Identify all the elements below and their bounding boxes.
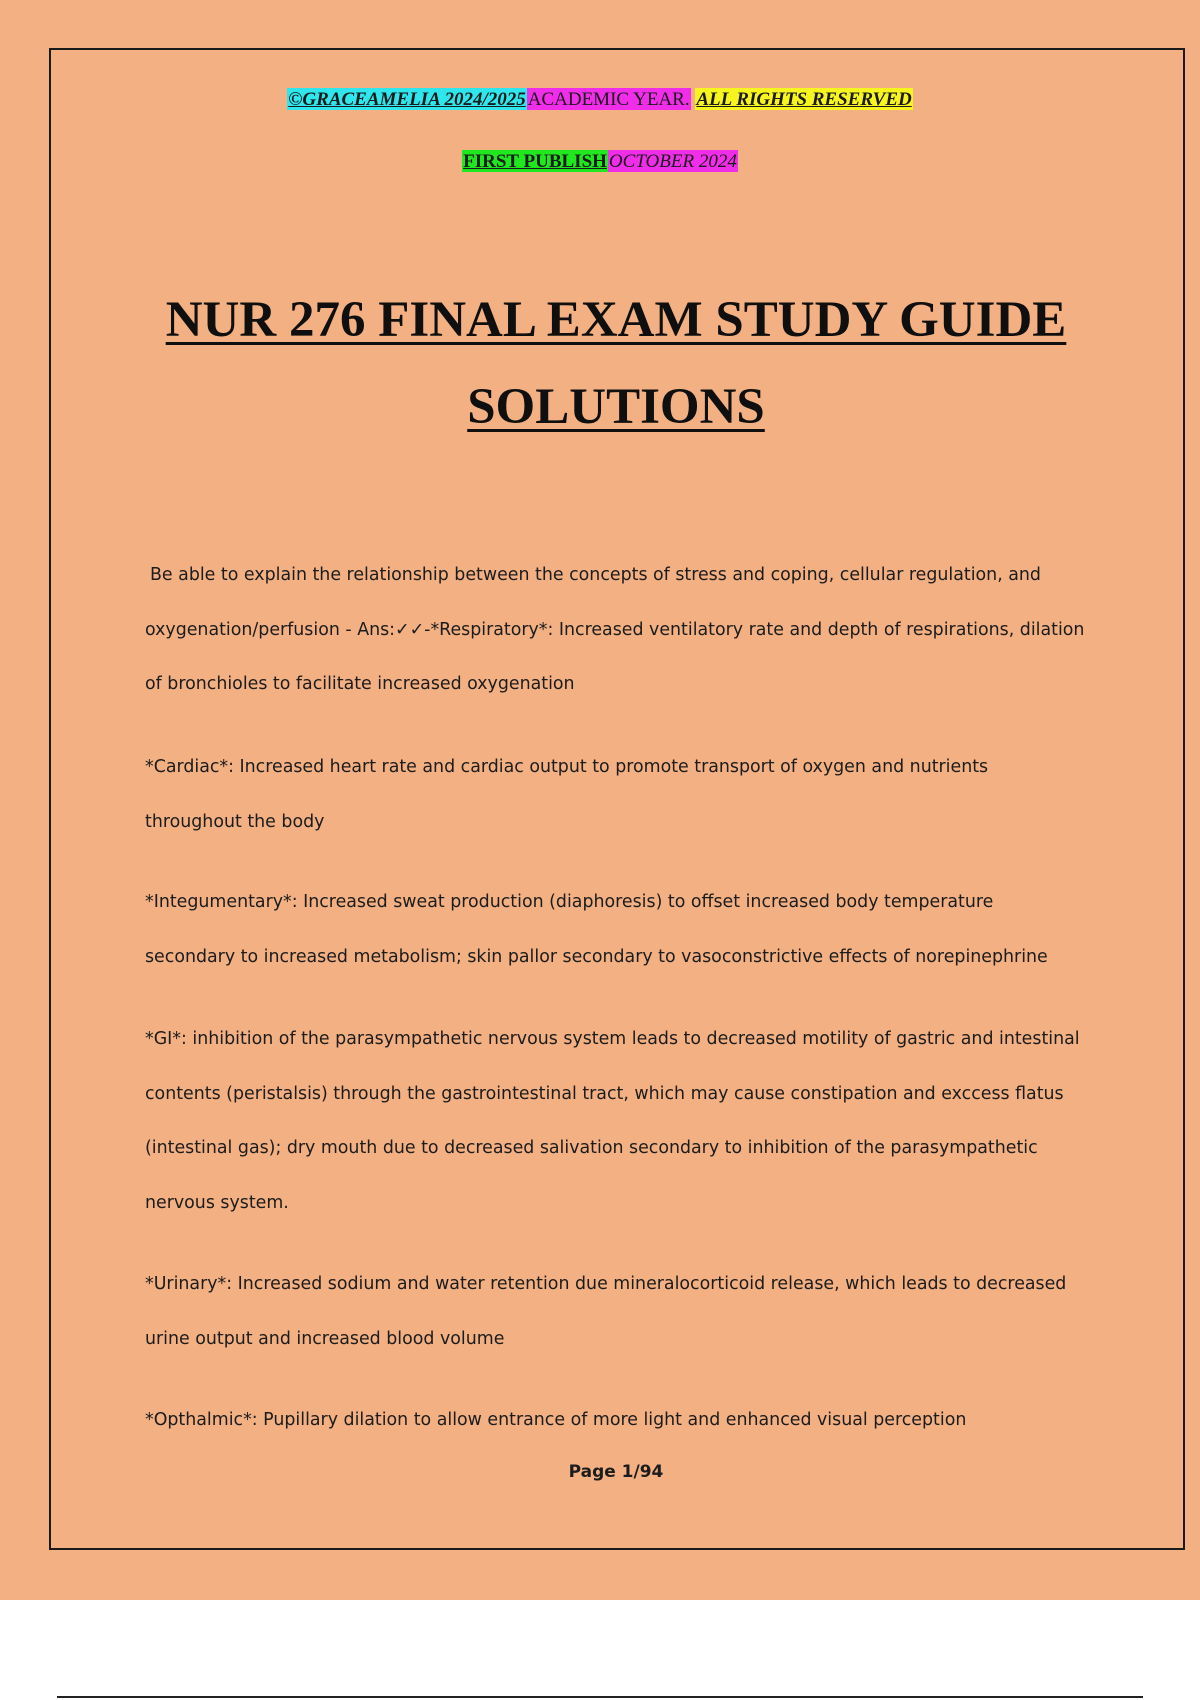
- publish-date-highlight: OCTOBER 2024: [608, 151, 737, 172]
- document-title-line2: [0, 379, 1200, 435]
- first-publish-highlight: FIRST PUBLISH: [463, 151, 607, 172]
- document-title-line1: [0, 292, 1200, 348]
- document-title-text-1: NUR 276 FINAL EXAM STUDY GUIDE: [165, 292, 1067, 348]
- paragraph-cardiac: *Cardiac*: Increased heart rate and cardiac output to promote transport of oxygen and nutrients throughout the body: [145, 757, 989, 832]
- bottom-divider: [57, 1696, 1143, 1698]
- publish-header: [0, 150, 1200, 172]
- copyright-highlight: ©GRACEAMELIA 2024/2025: [288, 89, 526, 110]
- academic-year-highlight: ACADEMIC YEAR.: [527, 89, 690, 110]
- copyright-header: [0, 88, 1200, 110]
- paragraph-intro: Be able to explain the relationship between the concepts of stress and coping, cellular regulation, and oxygenation/perfusion - Ans:✓✓-*Respiratory*: Increased ventilatory rate and depth of respirations, dilation of bronchioles to facilitate increased oxygenation: [145, 565, 1085, 694]
- rights-reserved-highlight: ALL RIGHTS RESERVED: [696, 89, 912, 110]
- document-title-text-2: SOLUTIONS: [467, 379, 765, 435]
- paragraph-urinary: *Urinary*: Increased sodium and water retention due mineralocorticoid release, which leads to decreased urine output and increased blood volume: [145, 1274, 1067, 1349]
- page-number: Page 1/94: [568, 1462, 664, 1482]
- paragraph-opthalmic: *Opthalmic*: Pupillary dilation to allow entrance of more light and enhanced visual perception: [145, 1410, 967, 1430]
- paragraph-integumentary: *Integumentary*: Increased sweat production (diaphoresis) to offset increased body temperature secondary to increased metabolism; skin pallor secondary to vasoconstrictive effects of norepinephrine: [145, 892, 1048, 967]
- paragraph-gi: *GI*: inhibition of the parasympathetic nervous system leads to decreased motility of gastric and intestinal contents (peristalsis) through the gastrointestinal tract, which may cause constipation and exccess flatus (intestinal gas); dry mouth due to decreased salivation secondary to inhibition of the parasympathetic nervous system.: [145, 1029, 1080, 1213]
